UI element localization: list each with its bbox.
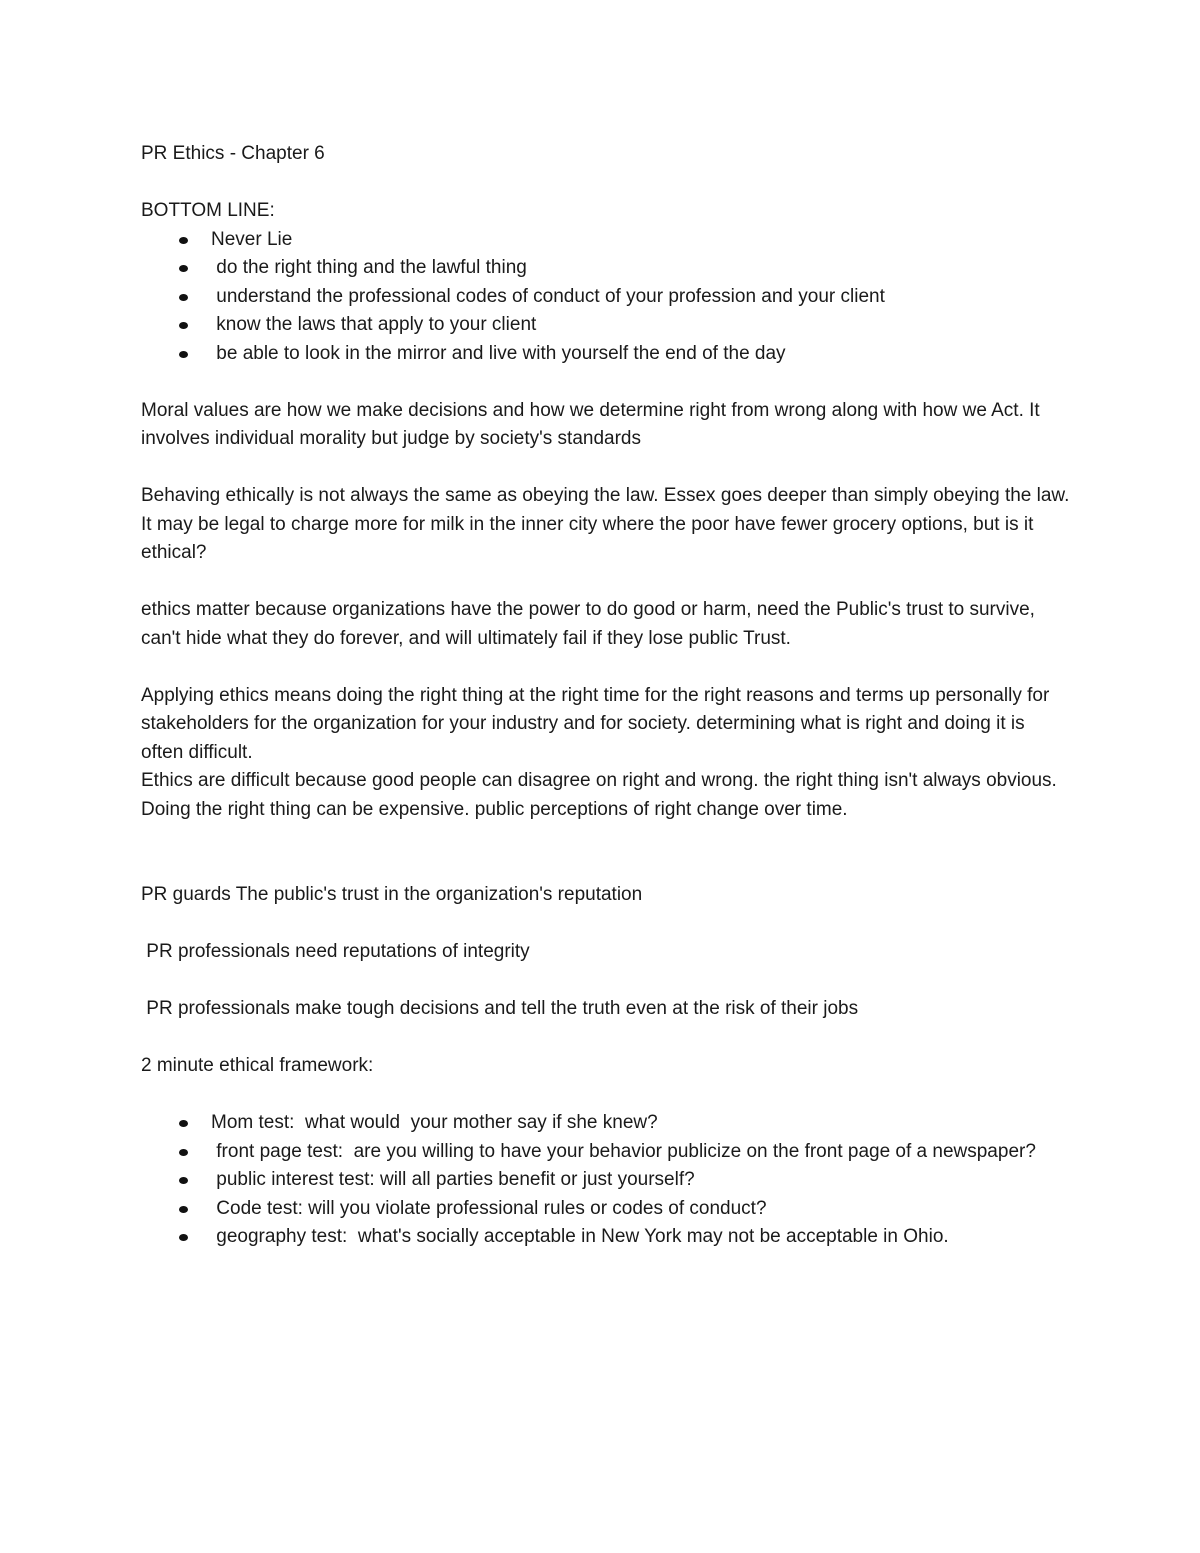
list-item-text: know the laws that apply to your client — [211, 314, 537, 335]
list-item-text: Mom test: what would your mother say if she knew? — [211, 1112, 658, 1133]
paragraph-ethics-difficult: Ethics are difficult because good people can disagree on right and wrong. the right thing isn't always obvious. Doing the right thing can be expensive. public perceptions of right change over time. — [141, 770, 1057, 820]
list-item-text: do the right thing and the lawful thing — [211, 257, 527, 278]
spacer — [141, 653, 1071, 682]
paragraph-moral-values: Moral values are how we make decisions and how we determine right from wrong along with how we Act. It involves individual morality but judge by society's standards — [141, 399, 1040, 449]
list-item-text: be able to look in the mirror and live with yourself the end of the day — [211, 342, 786, 364]
bullet-icon — [179, 351, 188, 358]
framework-heading: 2 minute ethical framework: — [141, 1055, 374, 1076]
bullet-icon — [179, 322, 188, 329]
paragraph-ethics-matter: ethics matter because organizations have the power to do good or harm, need the Public's trust to survive, can't hide what they do forever, and will ultimately fail if they lose public Trust. — [141, 599, 1035, 649]
spacer — [141, 824, 1071, 881]
list-item — [141, 1195, 1071, 1224]
list-item-text: Code test: will you violate professional rules or codes of conduct? — [211, 1197, 767, 1219]
bullet-icon — [179, 294, 188, 301]
pr-integrity-line: PR professionals need reputations of integrity — [141, 941, 530, 962]
spacer — [141, 967, 1071, 996]
pr-guards-line: PR guards The public's trust in the organization's reputation — [141, 884, 643, 905]
bullet-icon — [179, 1177, 188, 1184]
bullet-icon — [179, 1120, 188, 1127]
spacer — [141, 1024, 1071, 1053]
bottom-line-list — [141, 226, 1071, 369]
list-item — [141, 1138, 1071, 1167]
bullet-icon — [179, 1234, 188, 1241]
paragraph-behaving-ethically: Behaving ethically is not always the same as obeying the law. Essex goes deeper than simply obeying the law. It may be legal to charge more for milk in the inner city where the poor have fewer grocery options, but is it ethical? — [141, 485, 1070, 563]
bullet-icon — [179, 237, 188, 244]
paragraph-applying-ethics: Applying ethics means doing the right thing at the right time for the right reasons and terms up personally for stakeholders for the organization for your industry and for society. determining what is right and doing it is often difficult. — [141, 684, 1050, 763]
spacer — [141, 568, 1071, 597]
spacer — [141, 454, 1071, 483]
list-item-text: understand the professional codes of conduct of your profession and your client — [211, 285, 885, 307]
bullet-icon — [179, 1149, 188, 1156]
framework-list — [141, 1109, 1071, 1252]
list-item — [141, 1166, 1071, 1195]
list-item-text: front page test: are you willing to have your behavior publicize on the front page of a newspaper? — [211, 1140, 1036, 1162]
spacer — [141, 368, 1071, 397]
list-item-text: public interest test: will all parties benefit or just yourself? — [211, 1169, 695, 1190]
spacer — [141, 169, 1071, 198]
list-item-text: geography test: what's socially acceptable in New York may not be acceptable in Ohio. — [211, 1226, 949, 1247]
list-item — [141, 226, 1071, 255]
document-page — [141, 140, 1071, 1252]
list-item — [141, 283, 1071, 312]
list-item-text: Never Lie — [211, 228, 293, 250]
list-item — [141, 1223, 1071, 1252]
bullet-icon — [179, 1206, 188, 1213]
bullet-icon — [179, 265, 188, 272]
pr-tough-decisions-line: PR professionals make tough decisions and tell the truth even at the risk of their jobs — [141, 998, 859, 1019]
spacer — [141, 910, 1071, 939]
bottom-line-heading: BOTTOM LINE: — [141, 200, 275, 221]
spacer — [141, 1081, 1071, 1110]
list-item — [141, 311, 1071, 340]
list-item — [141, 254, 1071, 283]
list-item — [141, 340, 1071, 369]
list-item — [141, 1109, 1071, 1138]
document-title: PR Ethics - Chapter 6 — [141, 143, 325, 164]
